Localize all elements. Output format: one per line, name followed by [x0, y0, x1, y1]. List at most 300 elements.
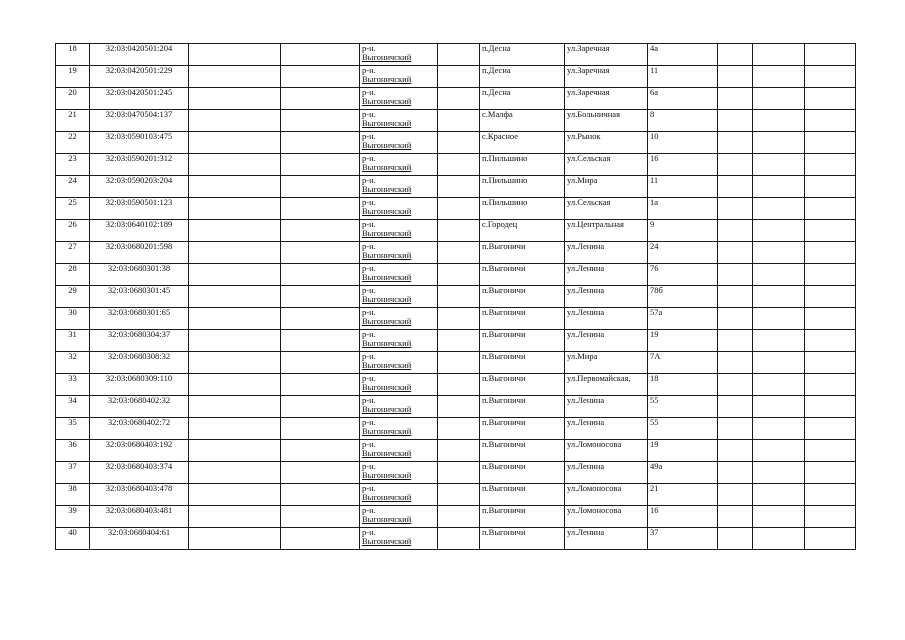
district-prefix: р-н. — [362, 285, 376, 295]
row-number-cell: 22 — [56, 132, 90, 154]
empty-cell — [281, 462, 360, 484]
empty-cell — [753, 396, 805, 418]
settlement-cell: п.Выгоничи — [480, 506, 565, 528]
row-number-cell: 25 — [56, 198, 90, 220]
empty-cell — [189, 220, 281, 242]
empty-cell — [718, 110, 753, 132]
district-cell — [360, 242, 438, 264]
empty-cell — [281, 352, 360, 374]
row-number-cell: 21 — [56, 110, 90, 132]
empty-cell — [718, 132, 753, 154]
street-cell: ул.Ленина — [565, 242, 648, 264]
empty-cell — [718, 286, 753, 308]
empty-cell — [189, 286, 281, 308]
district-name: Выгоничский — [362, 118, 412, 128]
district-cell — [360, 176, 438, 198]
district-prefix: р-н. — [362, 461, 376, 471]
empty-cell — [281, 198, 360, 220]
street-cell: ул.Заречная — [565, 88, 648, 110]
district-cell — [360, 154, 438, 176]
empty-cell — [718, 396, 753, 418]
empty-cell — [281, 440, 360, 462]
house-number-cell: 76 — [648, 264, 718, 286]
table-row — [56, 484, 856, 506]
table-row — [56, 352, 856, 374]
row-number-cell: 32 — [56, 352, 90, 374]
settlement-cell: п.Выгоничи — [480, 418, 565, 440]
empty-cell — [805, 242, 856, 264]
district-name: Выгоничский — [362, 52, 412, 62]
empty-cell — [189, 198, 281, 220]
district-name: Выгоничский — [362, 360, 412, 370]
district-cell — [360, 88, 438, 110]
empty-cell — [281, 484, 360, 506]
table-row — [56, 396, 856, 418]
empty-cell — [281, 528, 360, 550]
row-number-cell: 30 — [56, 308, 90, 330]
settlement-cell: п.Пильшино — [480, 176, 565, 198]
empty-cell — [281, 176, 360, 198]
cadastral-number-cell: 32:03:0680301:65 — [90, 308, 189, 330]
district-prefix: р-н. — [362, 307, 376, 317]
empty-cell — [718, 154, 753, 176]
empty-cell — [718, 352, 753, 374]
district-cell — [360, 528, 438, 550]
empty-cell — [281, 506, 360, 528]
empty-cell — [189, 374, 281, 396]
cadastral-number-cell: 32:03:0680309:110 — [90, 374, 189, 396]
cadastral-number-cell: 32:03:0680201:598 — [90, 242, 189, 264]
table-row — [56, 110, 856, 132]
empty-cell — [753, 154, 805, 176]
empty-cell — [438, 396, 480, 418]
cadastral-number-cell: 32:03:0680403:481 — [90, 506, 189, 528]
district-cell — [360, 220, 438, 242]
district-prefix: р-н. — [362, 241, 376, 251]
house-number-cell: 57а — [648, 308, 718, 330]
table-row — [56, 330, 856, 352]
empty-cell — [438, 110, 480, 132]
settlement-cell: п.Выгоничи — [480, 242, 565, 264]
district-name: Выгоничский — [362, 294, 412, 304]
street-cell: ул.Ленина — [565, 264, 648, 286]
empty-cell — [718, 88, 753, 110]
empty-cell — [718, 440, 753, 462]
street-cell: ул.Ленина — [565, 396, 648, 418]
settlement-cell: п.Пильшино — [480, 198, 565, 220]
row-number-cell: 27 — [56, 242, 90, 264]
settlement-cell: п.Пильшино — [480, 154, 565, 176]
empty-cell — [753, 44, 805, 66]
settlement-cell: п.Выгоничи — [480, 484, 565, 506]
table-row — [56, 418, 856, 440]
house-number-cell: 9 — [648, 220, 718, 242]
house-number-cell: 55 — [648, 396, 718, 418]
table-row — [56, 286, 856, 308]
cadastral-number-cell: 32:03:0680304:37 — [90, 330, 189, 352]
empty-cell — [753, 66, 805, 88]
cadastral-number-cell: 32:03:0590501:123 — [90, 198, 189, 220]
table-row — [56, 154, 856, 176]
empty-cell — [753, 484, 805, 506]
street-cell: ул.Ломоносова — [565, 484, 648, 506]
district-cell — [360, 110, 438, 132]
district-name: Выгоничский — [362, 140, 412, 150]
row-number-cell: 29 — [56, 286, 90, 308]
empty-cell — [718, 176, 753, 198]
empty-cell — [438, 154, 480, 176]
district-name: Выгоничский — [362, 96, 412, 106]
empty-cell — [189, 506, 281, 528]
row-number-cell: 19 — [56, 66, 90, 88]
empty-cell — [438, 440, 480, 462]
table-row — [56, 462, 856, 484]
empty-cell — [805, 220, 856, 242]
empty-cell — [805, 484, 856, 506]
row-number-cell: 24 — [56, 176, 90, 198]
empty-cell — [189, 396, 281, 418]
cadastral-number-cell: 32:03:0420501:245 — [90, 88, 189, 110]
cadastral-number-cell: 32:03:0470504:137 — [90, 110, 189, 132]
house-number-cell: 19 — [648, 440, 718, 462]
empty-cell — [753, 198, 805, 220]
empty-cell — [189, 132, 281, 154]
empty-cell — [805, 440, 856, 462]
district-prefix: р-н. — [362, 87, 376, 97]
table-row — [56, 198, 856, 220]
table-row — [56, 506, 856, 528]
empty-cell — [189, 264, 281, 286]
house-number-cell: 10 — [648, 132, 718, 154]
district-prefix: р-н. — [362, 483, 376, 493]
empty-cell — [438, 484, 480, 506]
district-prefix: р-н. — [362, 351, 376, 361]
district-name: Выгоничский — [362, 162, 412, 172]
empty-cell — [438, 264, 480, 286]
street-cell: ул.Ленина — [565, 418, 648, 440]
district-cell — [360, 374, 438, 396]
empty-cell — [438, 528, 480, 550]
district-name: Выгоничский — [362, 536, 412, 546]
empty-cell — [281, 286, 360, 308]
empty-cell — [718, 528, 753, 550]
empty-cell — [438, 286, 480, 308]
cadastral-number-cell: 32:03:0680402:32 — [90, 396, 189, 418]
empty-cell — [753, 132, 805, 154]
empty-cell — [753, 110, 805, 132]
district-prefix: р-н. — [362, 175, 376, 185]
empty-cell — [189, 110, 281, 132]
settlement-cell: п.Выгоничи — [480, 308, 565, 330]
row-number-cell: 38 — [56, 484, 90, 506]
empty-cell — [805, 308, 856, 330]
empty-cell — [189, 330, 281, 352]
empty-cell — [189, 176, 281, 198]
district-prefix: р-н. — [362, 153, 376, 163]
empty-cell — [753, 528, 805, 550]
street-cell: ул.Рынок — [565, 132, 648, 154]
cadastral-number-cell: 32:03:0680301:38 — [90, 264, 189, 286]
house-number-cell: 11 — [648, 66, 718, 88]
empty-cell — [718, 462, 753, 484]
settlement-cell: п.Десна — [480, 88, 565, 110]
district-prefix: р-н. — [362, 439, 376, 449]
empty-cell — [805, 462, 856, 484]
district-name: Выгоничский — [362, 206, 412, 216]
empty-cell — [281, 264, 360, 286]
cadastral-number-cell: 32:03:0680403:374 — [90, 462, 189, 484]
settlement-cell: п.Выгоничи — [480, 286, 565, 308]
house-number-cell: 37 — [648, 528, 718, 550]
district-name: Выгоничский — [362, 404, 412, 414]
district-cell — [360, 308, 438, 330]
empty-cell — [438, 44, 480, 66]
district-prefix: р-н. — [362, 65, 376, 75]
street-cell: ул.Заречная — [565, 66, 648, 88]
table-row — [56, 374, 856, 396]
district-cell — [360, 198, 438, 220]
street-cell: ул.Ленина — [565, 330, 648, 352]
empty-cell — [753, 374, 805, 396]
row-number-cell: 40 — [56, 528, 90, 550]
district-name: Выгоничский — [362, 250, 412, 260]
empty-cell — [805, 286, 856, 308]
empty-cell — [189, 484, 281, 506]
settlement-cell: п.Выгоничи — [480, 396, 565, 418]
table-body — [56, 44, 856, 550]
cadastral-number-cell: 32:03:0420501:204 — [90, 44, 189, 66]
row-number-cell: 33 — [56, 374, 90, 396]
table-row — [56, 44, 856, 66]
empty-cell — [805, 110, 856, 132]
empty-cell — [438, 374, 480, 396]
empty-cell — [281, 374, 360, 396]
empty-cell — [281, 154, 360, 176]
empty-cell — [805, 418, 856, 440]
empty-cell — [805, 132, 856, 154]
empty-cell — [753, 88, 805, 110]
row-number-cell: 35 — [56, 418, 90, 440]
empty-cell — [753, 462, 805, 484]
table-row — [56, 66, 856, 88]
empty-cell — [438, 176, 480, 198]
empty-cell — [753, 352, 805, 374]
settlement-cell: п.Выгоничи — [480, 374, 565, 396]
district-prefix: р-н. — [362, 373, 376, 383]
settlement-cell: п.Десна — [480, 44, 565, 66]
street-cell: ул.Заречная — [565, 44, 648, 66]
empty-cell — [718, 374, 753, 396]
district-name: Выгоничский — [362, 514, 412, 524]
empty-cell — [438, 198, 480, 220]
street-cell: ул.Больничная — [565, 110, 648, 132]
property-registry-table — [55, 43, 856, 550]
empty-cell — [438, 66, 480, 88]
settlement-cell: с.Малфа — [480, 110, 565, 132]
empty-cell — [438, 132, 480, 154]
empty-cell — [805, 352, 856, 374]
street-cell: ул.Сельская — [565, 154, 648, 176]
empty-cell — [805, 330, 856, 352]
house-number-cell: 78б — [648, 286, 718, 308]
empty-cell — [438, 352, 480, 374]
district-cell — [360, 418, 438, 440]
settlement-cell: п.Выгоничи — [480, 528, 565, 550]
street-cell: ул.Мира — [565, 352, 648, 374]
district-name: Выгоничский — [362, 74, 412, 84]
empty-cell — [281, 44, 360, 66]
district-prefix: р-н. — [362, 527, 376, 537]
empty-cell — [718, 484, 753, 506]
district-prefix: р-н. — [362, 43, 376, 53]
house-number-cell: 1а — [648, 198, 718, 220]
settlement-cell: п.Выгоничи — [480, 330, 565, 352]
empty-cell — [718, 66, 753, 88]
empty-cell — [438, 462, 480, 484]
district-name: Выгоничский — [362, 228, 412, 238]
district-cell — [360, 484, 438, 506]
empty-cell — [753, 242, 805, 264]
empty-cell — [718, 242, 753, 264]
district-prefix: р-н. — [362, 395, 376, 405]
empty-cell — [718, 330, 753, 352]
district-cell — [360, 44, 438, 66]
empty-cell — [805, 44, 856, 66]
empty-cell — [281, 66, 360, 88]
empty-cell — [281, 220, 360, 242]
row-number-cell: 20 — [56, 88, 90, 110]
cadastral-number-cell: 32:03:0590203:204 — [90, 176, 189, 198]
empty-cell — [805, 88, 856, 110]
empty-cell — [805, 66, 856, 88]
empty-cell — [805, 374, 856, 396]
house-number-cell: 21 — [648, 484, 718, 506]
house-number-cell: 8 — [648, 110, 718, 132]
street-cell: ул.Ленина — [565, 528, 648, 550]
district-prefix: р-н. — [362, 263, 376, 273]
empty-cell — [438, 220, 480, 242]
district-cell — [360, 264, 438, 286]
district-cell — [360, 330, 438, 352]
empty-cell — [805, 264, 856, 286]
settlement-cell: п.Выгоничи — [480, 462, 565, 484]
row-number-cell: 31 — [56, 330, 90, 352]
empty-cell — [189, 44, 281, 66]
house-number-cell: 55 — [648, 418, 718, 440]
empty-cell — [718, 264, 753, 286]
house-number-cell: 16 — [648, 154, 718, 176]
district-name: Выгоничский — [362, 492, 412, 502]
settlement-cell: п.Выгоничи — [480, 440, 565, 462]
settlement-cell: п.Выгоничи — [480, 352, 565, 374]
cadastral-number-cell: 32:03:0680301:45 — [90, 286, 189, 308]
row-number-cell: 23 — [56, 154, 90, 176]
district-prefix: р-н. — [362, 505, 376, 515]
cadastral-number-cell: 32:03:0420501:229 — [90, 66, 189, 88]
empty-cell — [805, 506, 856, 528]
empty-cell — [189, 154, 281, 176]
empty-cell — [438, 506, 480, 528]
document-page — [55, 43, 856, 550]
empty-cell — [718, 220, 753, 242]
street-cell: ул.Центральная — [565, 220, 648, 242]
table-row — [56, 308, 856, 330]
district-prefix: р-н. — [362, 131, 376, 141]
empty-cell — [189, 528, 281, 550]
row-number-cell: 36 — [56, 440, 90, 462]
empty-cell — [189, 462, 281, 484]
empty-cell — [753, 418, 805, 440]
district-name: Выгоничский — [362, 272, 412, 282]
empty-cell — [281, 88, 360, 110]
district-cell — [360, 352, 438, 374]
empty-cell — [753, 220, 805, 242]
empty-cell — [753, 506, 805, 528]
empty-cell — [189, 352, 281, 374]
district-prefix: р-н. — [362, 197, 376, 207]
empty-cell — [805, 198, 856, 220]
table-row — [56, 132, 856, 154]
district-cell — [360, 396, 438, 418]
empty-cell — [189, 440, 281, 462]
table-row — [56, 242, 856, 264]
district-name: Выгоничский — [362, 338, 412, 348]
district-cell — [360, 132, 438, 154]
row-number-cell: 18 — [56, 44, 90, 66]
empty-cell — [281, 308, 360, 330]
cadastral-number-cell: 32:03:0590201:312 — [90, 154, 189, 176]
empty-cell — [753, 330, 805, 352]
row-number-cell: 28 — [56, 264, 90, 286]
house-number-cell: 49а — [648, 462, 718, 484]
empty-cell — [189, 308, 281, 330]
empty-cell — [753, 264, 805, 286]
row-number-cell: 26 — [56, 220, 90, 242]
empty-cell — [438, 242, 480, 264]
district-name: Выгоничский — [362, 448, 412, 458]
row-number-cell: 39 — [56, 506, 90, 528]
empty-cell — [281, 396, 360, 418]
table-row — [56, 264, 856, 286]
empty-cell — [805, 528, 856, 550]
empty-cell — [281, 418, 360, 440]
street-cell: ул.Мира — [565, 176, 648, 198]
row-number-cell: 34 — [56, 396, 90, 418]
settlement-cell: п.Десна — [480, 66, 565, 88]
street-cell: ул.Ленина — [565, 462, 648, 484]
street-cell: ул.Первомайская, — [565, 374, 648, 396]
district-cell — [360, 462, 438, 484]
house-number-cell: 7А — [648, 352, 718, 374]
settlement-cell: с.Красное — [480, 132, 565, 154]
empty-cell — [718, 198, 753, 220]
settlement-cell: п.Выгоничи — [480, 264, 565, 286]
cadastral-number-cell: 32:03:0680402:72 — [90, 418, 189, 440]
row-number-cell: 37 — [56, 462, 90, 484]
empty-cell — [438, 308, 480, 330]
district-name: Выгоничский — [362, 316, 412, 326]
street-cell: ул.Ломоносова — [565, 440, 648, 462]
cadastral-number-cell: 32:03:0680404:61 — [90, 528, 189, 550]
house-number-cell: 11 — [648, 176, 718, 198]
empty-cell — [805, 176, 856, 198]
house-number-cell: 18 — [648, 374, 718, 396]
district-name: Выгоничский — [362, 426, 412, 436]
empty-cell — [281, 110, 360, 132]
table-row — [56, 176, 856, 198]
district-cell — [360, 440, 438, 462]
empty-cell — [281, 330, 360, 352]
